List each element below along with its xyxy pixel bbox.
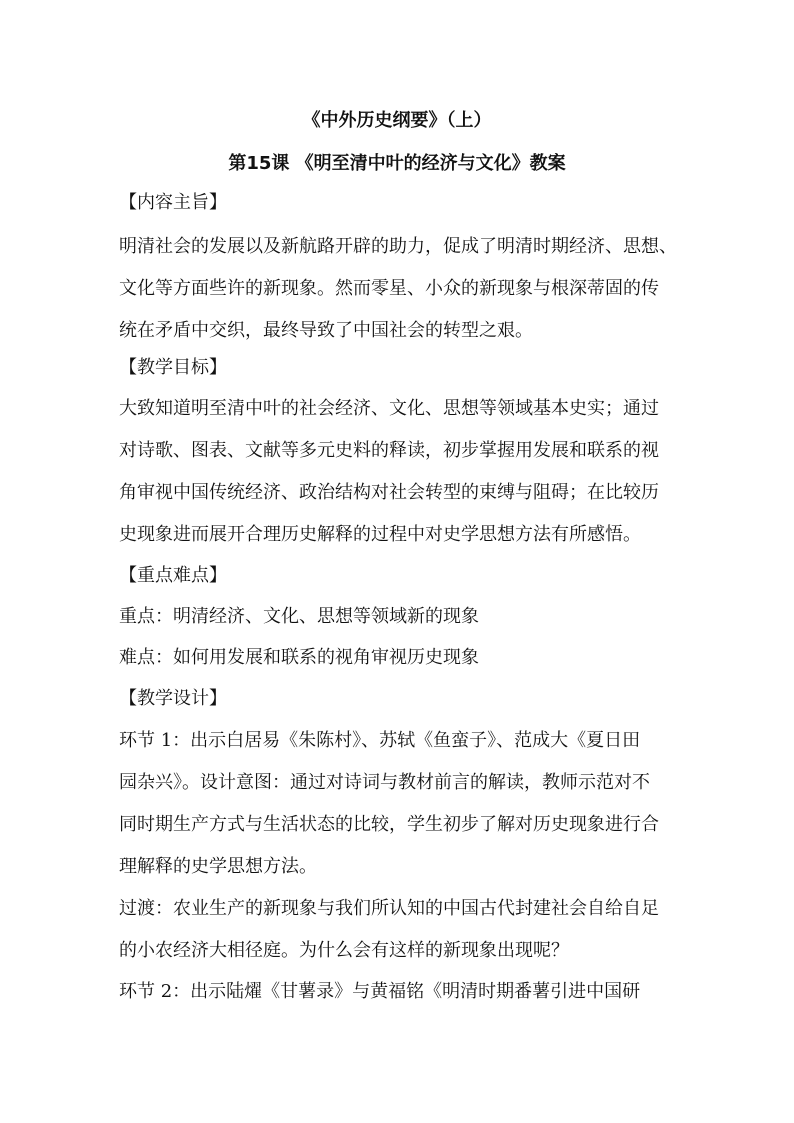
paragraph-line: 统在矛盾中交织，最终导致了中国社会的转型之艰。 xyxy=(119,320,533,341)
paragraph-line: 对诗歌、图表、文献等多元史料的释读，初步掌握用发展和联系的视 xyxy=(119,440,659,461)
paragraph-line: 理解释的史学思想方法。 xyxy=(119,856,317,877)
paragraph-line: 园杂兴》。设计意图：通过对诗词与教材前言的解读，教师示范对不 xyxy=(119,772,650,793)
paragraph-line: 过渡：农业生产的新现象与我们所认知的中国古代封建社会自给自足 xyxy=(119,898,659,919)
paragraph-line: 环节 2：出示陆燿《甘薯录》与黄福铭《明清时期番薯引进中国研 xyxy=(119,981,641,1002)
section-heading-content: 【内容主旨】 xyxy=(119,192,227,213)
section-heading-objectives: 【教学目标】 xyxy=(119,357,227,378)
document-title: 《中外历史纲要》（上） xyxy=(302,110,492,131)
lesson-title: 第15课 《明至清中叶的经济与文化》教案 xyxy=(228,153,566,174)
paragraph-line: 史现象进而展开合理历史解释的过程中对史学思想方法有所感悟。 xyxy=(119,524,641,545)
paragraph-line: 同时期生产方式与生活状态的比较，学生初步了解对历史现象进行合 xyxy=(119,814,659,835)
section-heading-design: 【教学设计】 xyxy=(119,688,227,709)
paragraph-line: 重点：明清经济、文化、思想等领域新的现象 xyxy=(119,606,479,627)
paragraph-line: 明清社会的发展以及新航路开辟的助力，促成了明清时期经济、思想、 xyxy=(119,236,677,257)
paragraph-line: 难点：如何用发展和联系的视角审视历史现象 xyxy=(119,647,479,668)
paragraph-line: 大致知道明至清中叶的社会经济、文化、思想等领域基本史实；通过 xyxy=(119,398,659,419)
paragraph-line: 的小农经济大相径庭。为什么会有这样的新现象出现呢？ xyxy=(119,940,569,961)
section-heading-key-points: 【重点难点】 xyxy=(119,565,227,586)
paragraph-line: 角审视中国传统经济、政治结构对社会转型的束缚与阻碍；在比较历 xyxy=(119,482,659,503)
paragraph-line: 文化等方面些许的新现象。然而零星、小众的新现象与根深蒂固的传 xyxy=(119,278,659,299)
paragraph-line: 环节 1：出示白居易《朱陈村》、苏轼《鱼蛮子》、范成大《夏日田 xyxy=(119,730,641,751)
